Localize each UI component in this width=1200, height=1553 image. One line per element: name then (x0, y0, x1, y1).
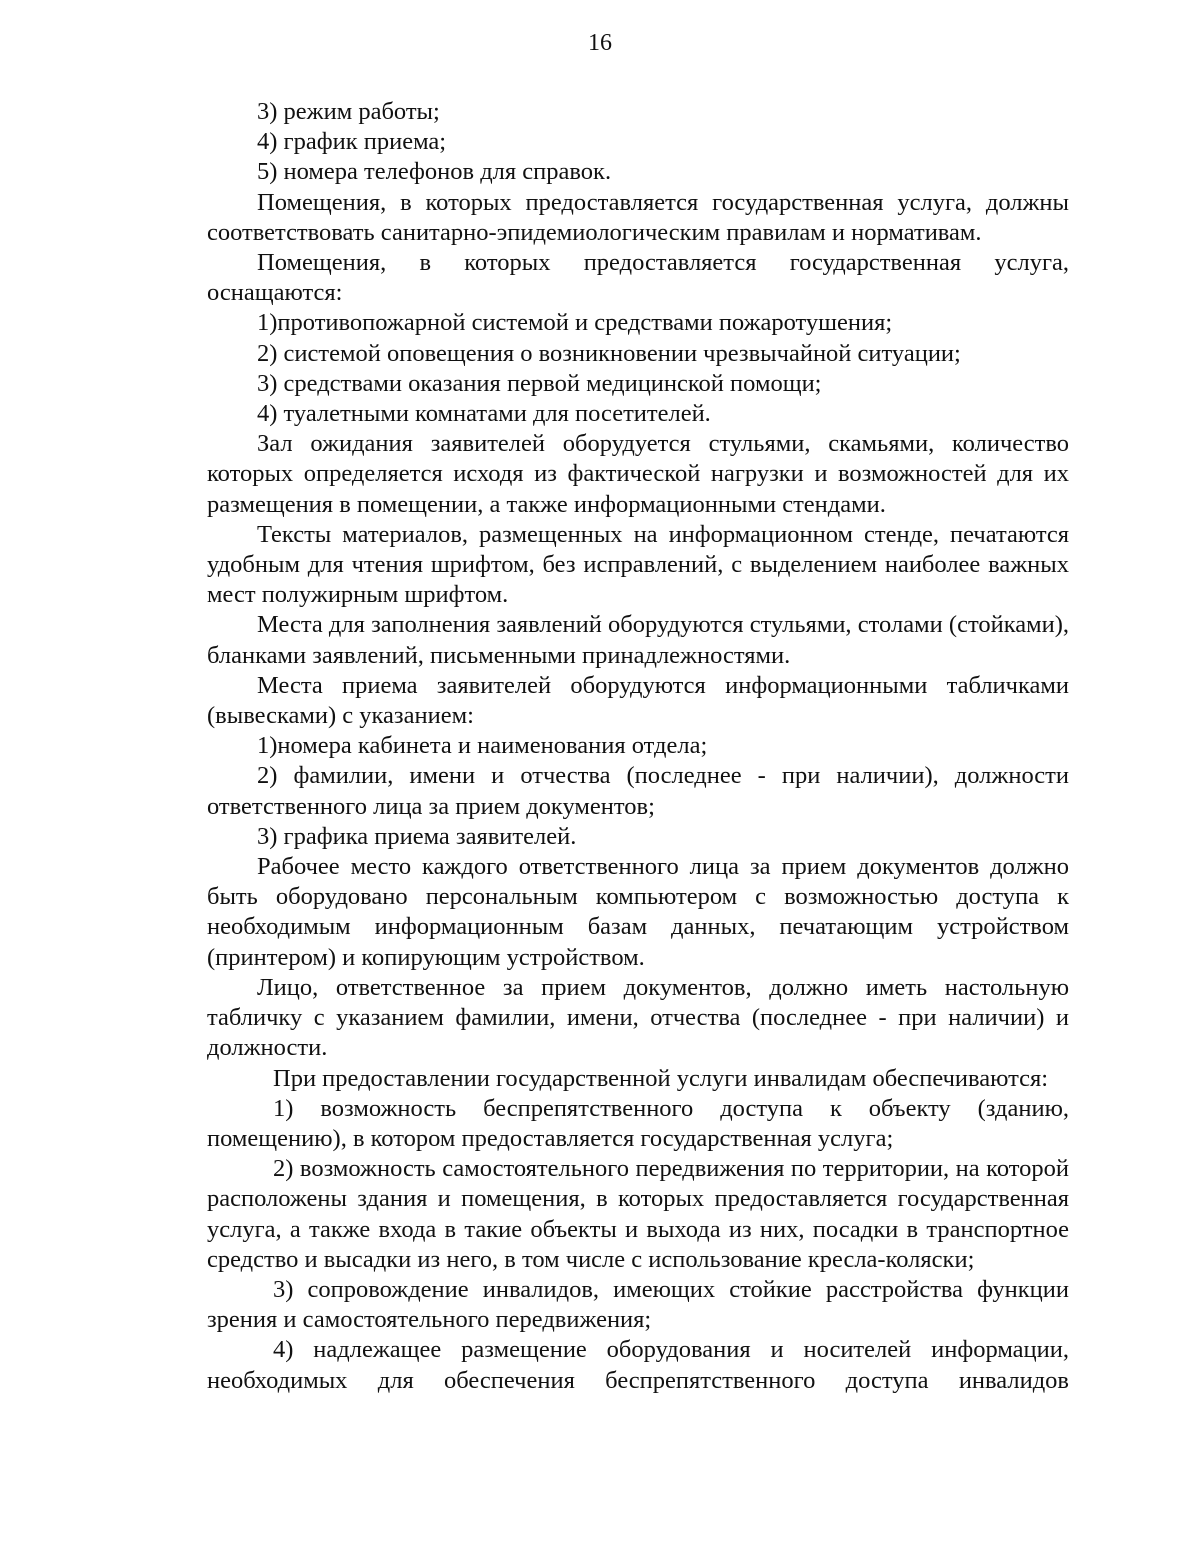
list-item-unobstructed-access: 1) возможность беспрепятственного доступа к объекту (зданию, помещению), в котором предоставляется государственная услуга; (207, 1094, 1069, 1152)
list-item-toilets: 4) туалетными комнатами для посетителей. (257, 400, 711, 428)
list-item-responsible-person: 2) фамилии, имени и отчества (последнее - при наличии), должности ответственного лица за прием документов; (207, 762, 1069, 820)
paragraph-desk-sign: Лицо, ответственное за прием документов, должно иметь настольную табличку с указанием фамилии, имени, отчества (последнее - при наличии) и должности. (207, 973, 1069, 1062)
paragraph-info-stand-texts: Тексты материалов, размещенных на информационном стенде, печатаются удобным для чтения шрифтом, без исправлений, с выделением наиболее важных мест полужирным шрифтом. (207, 520, 1069, 609)
list-item-reception-schedule: 4) график приема; (257, 128, 447, 156)
list-item-equipment-placement: 4) надлежащее размещение оборудования и носителей информации, необходимых для обеспечения беспрепятственного доступа инвалидов (207, 1336, 1069, 1394)
list-item-work-mode: 3) режим работы; (257, 98, 440, 125)
list-item-escort: 3) сопровождение инвалидов, имеющих стойкие расстройства функции зрения и самостоятельного передвижения; (207, 1275, 1069, 1334)
paragraph-premises-sanitary: Помещения, в которых предоставляется государственная услуга, должны соответствовать санитарно-эпидемиологическим правилам и нормативам. (207, 188, 1069, 246)
paragraph-waiting-hall: Зал ожидания заявителей оборудуется стульями, скамьями, количество которых определяется исходя из фактической нагрузки и возможностей для их размещения в помещении, а также информационными стендами. (207, 430, 1069, 518)
paragraph-reception-signs: Места приема заявителей оборудуются информационными табличками (вывесками) с указанием: (207, 671, 1069, 730)
list-item-reception-graph: 3) графика приема заявителей. (257, 822, 577, 850)
paragraph-workplace-equipment: Рабочее место каждого ответственного лица за прием документов должно быть оборудовано персональным компьютером с возможностью доступа к необходимым информационным базам данных, печатающим устройством (принтером) и копирующим устройством. (207, 853, 1069, 971)
list-item-office-number: 1)номера кабинета и наименования отдела; (257, 732, 708, 760)
list-item-independent-movement: 2) возможность самостоятельного передвижения по территории, на которой расположены здания и помещения, в которых предоставляется государственная услуга, а также входа в такие объекты и выхода из них, посадки в транспортное средство и высадки из него, в том числе с использование кресла-коляски; (207, 1155, 1069, 1273)
list-item-emergency-alert: 2) системой оповещения о возникновении чрезвычайной ситуации; (257, 339, 961, 367)
paragraph-application-places: Места для заполнения заявлений оборудуются стульями, столами (стойками), бланками заявлений, письменными принадлежностями. (207, 611, 1069, 669)
paragraph-disabled-access: При предоставлении государственной услуги инвалидам обеспечиваются: (273, 1064, 1049, 1092)
list-item-phone-numbers: 5) номера телефонов для справок. (257, 158, 612, 186)
document-body (207, 97, 1069, 1396)
list-item-first-aid: 3) средствами оказания первой медицинской помощи; (257, 369, 822, 397)
paragraph-premises-equipment: Помещения, в которых предоставляется государственная услуга, оснащаются: (207, 249, 1069, 307)
list-item-fire-system: 1)противопожарной системой и средствами пожаротушения; (257, 309, 893, 337)
page-number: 16 (588, 30, 612, 56)
